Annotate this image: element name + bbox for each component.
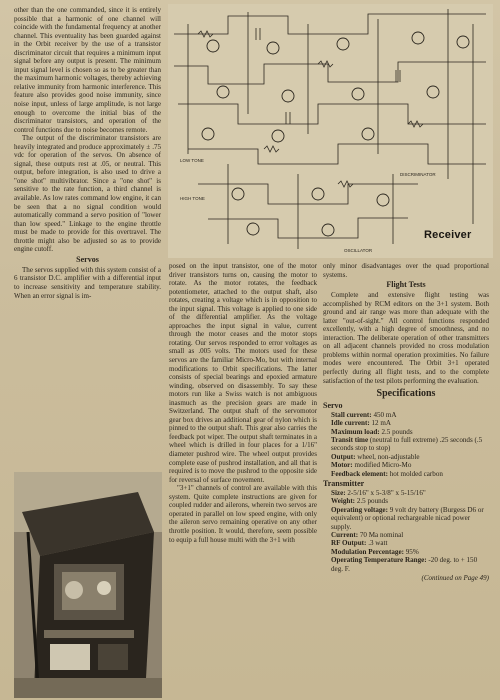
spec-row-output: Output: wheel, non-adjustable xyxy=(331,452,420,461)
text-column-2 xyxy=(169,262,317,544)
spec-row-current: Current: 70 Ma nominal xyxy=(331,531,404,539)
schematic-title: Receiver xyxy=(424,229,472,241)
spec-category-servo: Servo xyxy=(323,401,343,411)
continued-note: (Continued on Page 49) xyxy=(421,574,489,583)
paragraph: other than the one commanded, since it is entirely possible that a harmonic of one channel will coincide with the fundamental frequency at another channel. This eventuality has been guarded against in the Orbit receiver by the use of a transistor discriminator circuit that requires a minimum input signal before any output is present. The minimum input signal level is chosen so as to be greater than the maximum harmonic voltages, thereby achieving relative immunity from harmonic interference. This feature also provides good noise immunity, since noise input, unless of large amplitude, is not large enough to overcome the initial bias of the discriminator transistors, and operation of the control functions due to noise becomes remote. xyxy=(14,6,161,134)
schematic-label-high-tone: HIGH TONE xyxy=(180,196,205,201)
spec-row-feedback-element: Feedback element: hot molded carbon xyxy=(331,469,443,478)
spec-row-weight: Weight: 2.5 pounds xyxy=(331,497,388,506)
spec-row-size: Size: 2-5/16" x 5-3/8" x 5-15/16" xyxy=(331,488,426,497)
schematic-label-discriminator: DISCRIMINATOR xyxy=(400,172,436,177)
paragraph: The output of the discriminator transistors are heavily integrated and produce approximately ± .75 vdc for operation of the servos. On absence of signal, these outputs rest at .05, or neutral. This output, before integration, is also used to drive a "one shot" multivibrator. Since a "one shot" is sensitive to the rate function, a third channel is available. As low rates command low engine, it can be seen that a no signal condition would automatically command a servo position of "lower than low speed." Linkage to the engine throttle must be made to provide for this overtravel. The throttle might also be adjusted so as to provide engine cutoff. xyxy=(14,134,161,254)
schematic-label-oscillator: OSCILLATOR xyxy=(344,248,373,253)
paragraph: Complete and extensive flight testing was accomplished by RCM editors on the 3+1 system. Both ground and air range was more than adequate with the latter "out-of-sight." All control functions responded excellently, with a high degree of smoothness, and no interaction. The deliberate operation of other transmitters on all adjacent channels provided no cross modulation problems within normal operation proximities. No failure modes were encountered. The Orbit 3+1 operated perfectly during all flight tests, and to the complete satisfaction of the test pilots performing the evaluation. xyxy=(323,291,489,385)
receiver-schematic xyxy=(168,4,493,258)
servo-photo-image xyxy=(14,472,162,698)
spec-row-transit-time: Transit time (neutral to full extreme) .25 seconds (.5 seconds stop to stop) xyxy=(331,435,483,453)
section-heading-specifications: Specifications xyxy=(376,388,436,400)
spec-row-idle-current: Idle current: 12 mA xyxy=(331,419,391,428)
paragraph: posed on the input transistor, one of the motor driver transistors turns on, causing the motor to rotate. As the motor rotates, the feedback potentiometer, attached to the output shaft, also rotates, creating a voltage which is in opposition to the input signal. This voltage is applied to one side of the differential amplifier. As the voltage approaches the input signal in value, current through the motor ceases and the motor stops rotating. Our servos responded to error voltages as small as .005 volts. The motors used for these servos are the familiar Micro-Mo, but with internal modifications to Orbit specifications. The latter consists of special bearings and epoxied armature winding, observed on disassembly. To say these motors run like a Swiss watch is not ambiguous inasmuch as the precision gears are made in Switzerland. The output shaft of the servomotor gear box drives an additional gear of nylon which is pinned to the output shaft. This gear also carries the feedback pot wiper. The output shaft terminates in a wheel which is drilled in four places for a 1/16" diameter pushrod wire. The wheel output provides complete ease of pushrod installation, and all that is required is to move the pushrod to the opposite side for reversal of surface movement. xyxy=(169,262,317,484)
section-heading-servos: Servos xyxy=(76,254,99,264)
paragraph: The servos supplied with this system consist of a 6 transistor D.C. amplifier with a differential input to increase sensitivity and temperature stability. When an error signal is im- xyxy=(14,265,161,300)
paragraph: only minor disadvantages over the quad proportional systems. xyxy=(323,262,489,279)
text-column-3 xyxy=(323,262,489,583)
servo-photo xyxy=(14,472,162,698)
section-heading-flight-tests: Flight Tests xyxy=(386,280,426,290)
schematic-label-low-tone: LOW TONE xyxy=(180,158,204,163)
paragraph: "3+1" channels of control are available with this system. Quite complete instructions are given for coupled rudder and ailerons, wherein two servos are operated in parallel on low speed engine, with only the aileron servo remaining operative on any other throttle position. It would, therefore, seem possible to equip a full house multi with the 3+1 with xyxy=(169,484,317,544)
spec-row-rf-output: RF Output: .3 watt xyxy=(331,539,388,548)
text-column-1 xyxy=(14,6,161,300)
spec-row-operating-voltage: Operating voltage: 9 volt dry battery (Burgess D6 or equivalent) or optional rechargeable nicad power supply. xyxy=(331,505,484,531)
spec-row-stall-current: Stall current: 450 mA xyxy=(331,410,397,419)
spec-row-maximum-load: Maximum load: 2.5 pounds xyxy=(331,427,413,436)
spec-row-motor: Motor: modified Micro-Mo xyxy=(331,461,412,470)
spec-row-modulation: Modulation Percentage: 95% xyxy=(331,547,419,556)
spec-category-transmitter: Transmitter xyxy=(323,479,365,489)
schematic-diagram xyxy=(168,4,493,258)
spec-row-temperature-range: Operating Temperature Range: -20 deg. to + 150 deg. F. xyxy=(331,556,478,573)
